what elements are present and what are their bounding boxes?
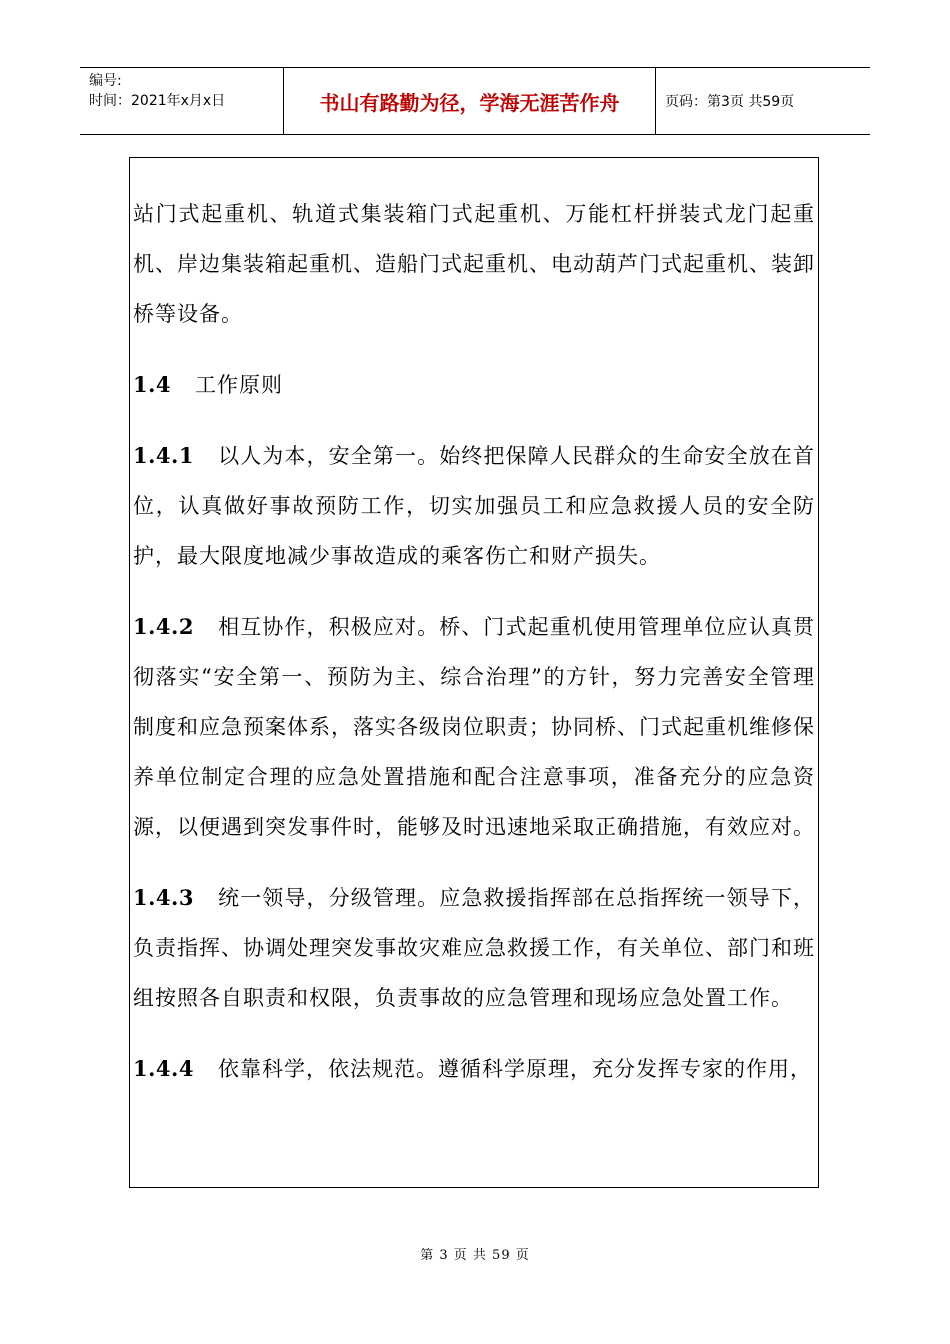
date-line: 时间：2021年x月x日: [89, 93, 226, 109]
item-number: 1.4.1: [133, 443, 194, 468]
section-heading: [133, 360, 815, 410]
principle-item: [133, 602, 815, 852]
section-number: 1.4: [133, 372, 172, 397]
principle-item: [133, 873, 815, 1023]
document-body: [133, 189, 815, 1115]
item-text: 相互协作，积极应对。桥、门式起重机使用管理单位应认真贯彻落实“安全第一、预防为主、综合治理”的方针，努力完善安全管理制度和应急预案体系，落实各级岗位职责；协同桥、门式起重机维修保养单位制定合理的应急处置措施和配合注意事项，准备充分的应急资源，以便遇到突发事件时，能够及时迅速地采取正确措施，有效应对。: [133, 615, 815, 839]
item-number: 1.4.4: [133, 1056, 194, 1081]
header-page-info: 页码：第3页 共59页: [665, 94, 795, 110]
header-meta: [80, 68, 283, 134]
item-number: 1.4.2: [133, 614, 194, 639]
page-footer: 第 3 页 共 59 页: [420, 1248, 530, 1263]
page-header: [80, 67, 870, 135]
principle-item: [133, 1044, 815, 1094]
serial-label: 编号:: [89, 73, 122, 89]
principle-item: [133, 431, 815, 581]
item-text: 依靠科学，依法规范。遵循科学原理，充分发挥专家的作用，: [217, 1057, 812, 1081]
section-title: 工作原则: [195, 373, 284, 397]
content-frame: [129, 157, 819, 1188]
header-motto: 书山有路勤为径，学海无涯苦作舟: [283, 68, 656, 134]
intro-paragraph: 站门式起重机、轨道式集装箱门式起重机、万能杠杆拼装式龙门起重机、岸边集装箱起重机、造船门式起重机、电动葫芦门式起重机、装卸桥等设备。: [133, 202, 815, 326]
item-text: 以人为本，安全第一。始终把保障人民群众的生命安全放在首位，认真做好事故预防工作，切实加强员工和应急救援人员的安全防护，最大限度地减少事故造成的乘客伤亡和财产损失。: [133, 444, 815, 568]
item-text: 统一领导，分级管理。应急救援指挥部在总指挥统一领导下，负责指挥、协调处理突发事故灾难应急救援工作，有关单位、部门和班组按照各自职责和权限，负责事故的应急管理和现场应急处置工作。: [133, 886, 815, 1010]
item-number: 1.4.3: [133, 885, 194, 910]
